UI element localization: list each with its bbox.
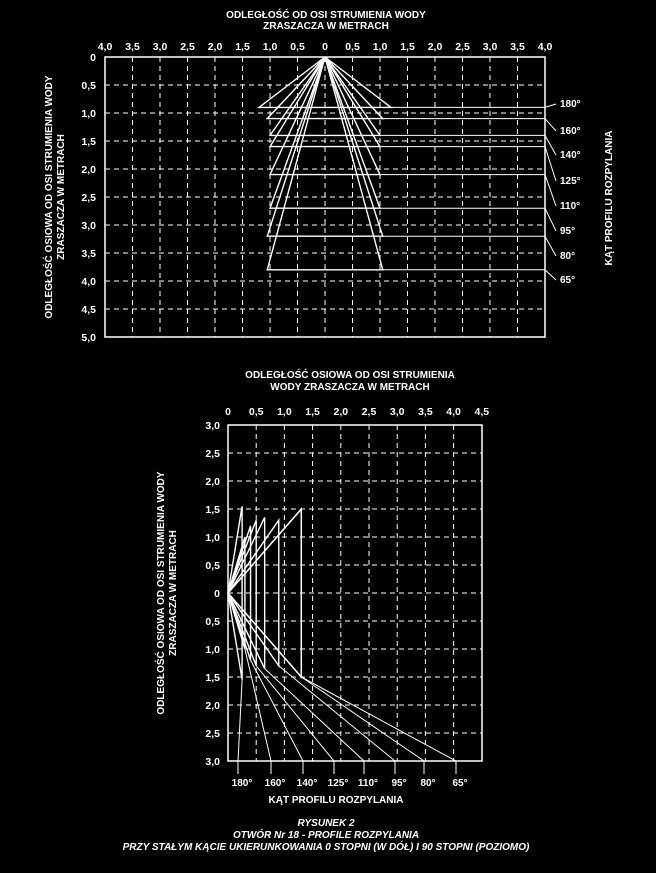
caption-line3: PRZY STAŁYM KĄCIE UKIERUNKOWANIA 0 STOPNI (W DÓŁ) I 90 STOPNI (POZIOMO) [122,842,530,853]
top-y-tick-labels [81,52,96,344]
bottom-x-angle-label: KĄT PROFILU ROZPYLANIA [268,795,404,806]
bottom-y-tick: 0 [214,588,220,600]
bottom-y-tick: 3,0 [205,756,220,768]
bottom-angle-label: 110° [357,778,379,789]
bottom-x-tick: 1,5 [305,406,320,418]
top-x-tick: 3,5 [510,41,525,53]
top-grid [105,57,545,337]
bottom-ylabel-line2: ZRASZACZA W METRACH [168,530,179,656]
bottom-title-line1: ODLEGŁOŚĆ OSIOWA OD OSI STRUMIENIA [245,370,455,381]
top-x-tick: 2,5 [455,41,470,53]
top-angle-label: 160° [560,126,581,137]
top-angle-label: 110° [560,201,581,212]
bottom-x-tick: 4,5 [474,406,490,418]
top-y-tick: 1,0 [81,108,96,120]
bottom-leader-line [279,666,395,774]
top-leader-line [380,135,556,155]
top-angle-label: 65° [560,275,576,286]
top-title-line1: ODLEGŁOŚĆ OD OSI STRUMIENIA WODY [226,10,426,21]
bottom-leader-line [256,666,334,774]
bottom-y-tick: 0,5 [205,560,220,572]
bottom-angle-labels [232,649,468,789]
top-x-tick: 3,0 [482,41,498,53]
bottom-y-tick: 2,5 [205,448,220,460]
top-y-tick: 2,0 [81,164,96,176]
top-y-tick: 0 [90,52,96,64]
top-x-tick: 1,5 [235,41,250,53]
bottom-leader-line [301,677,456,774]
bottom-angle-label: 95° [391,778,407,789]
top-x-tick: 2,0 [427,41,443,53]
top-x-tick: 1,0 [372,41,388,53]
top-y-tick: 4,5 [81,304,96,316]
bottom-angle-label: 65° [452,778,468,789]
top-leader-line [383,119,556,131]
top-y-tick: 1,5 [81,136,96,148]
bottom-x-tick: 2,5 [361,406,377,418]
top-x-tick: 2,0 [207,41,223,53]
bottom-angle-label: 125° [327,778,349,789]
top-angle-label: 140° [560,150,581,161]
bottom-y-tick: 3,0 [205,420,220,432]
top-angle-label: 180° [560,99,581,110]
top-angle-label: 80° [560,251,576,262]
bottom-x-tick-labels [225,406,489,418]
top-ylabel-line1: ODLEGŁOŚĆ OSIOWA OD OSI STRUMIENIA WODY [44,75,55,319]
top-y-tick: 3,0 [81,220,96,232]
top-x-tick: 4,0 [537,41,553,53]
top-x-tick: 4,0 [97,41,113,53]
bottom-angle-label: 180° [231,778,253,789]
bottom-x-tick: 1,0 [277,406,292,418]
bottom-x-tick: 4,0 [446,406,461,418]
top-x-tick: 3,5 [125,41,140,53]
bottom-x-tick: 3,0 [389,406,405,418]
top-leader-line [391,104,556,107]
top-y-tick: 4,0 [81,276,96,288]
bottom-x-tick: 0,5 [248,406,264,418]
top-x-tick: 0 [322,41,328,53]
top-y-tick: 0,5 [81,80,96,92]
bottom-x-tick: 0 [225,406,231,418]
bottom-y-tick: 2,0 [205,700,220,712]
top-x-tick: 3,0 [152,41,168,53]
bottom-x-tick: 2,0 [333,406,349,418]
top-angle-label: 95° [560,226,576,237]
bottom-y-tick: 1,0 [205,532,220,544]
bottom-y-tick: 0,5 [205,616,220,628]
top-right-label: KĄT PROFILU ROZPYLANIA [604,130,615,266]
bottom-leader-line [238,680,242,774]
bottom-y-tick: 1,0 [205,644,220,656]
top-leader-line [380,175,556,206]
top-spray-profile [259,57,391,107]
figure-caption [123,818,530,853]
top-x-tick-labels [98,41,553,53]
top-x-tick: 1,0 [262,41,278,53]
bottom-y-tick: 2,0 [205,476,220,488]
top-x-tick: 1,5 [400,41,415,53]
caption-line1: RYSUNEK 2 [297,818,355,829]
bottom-y-tick: 1,5 [205,504,220,516]
bottom-angle-label: 160° [264,778,286,789]
top-y-tick: 5,0 [81,332,96,344]
top-angle-label: 125° [560,176,581,187]
bottom-y-tick: 1,5 [205,672,220,684]
top-y-tick: 2,5 [81,192,96,204]
top-x-tick: 2,5 [180,41,195,53]
top-leader-line [383,270,556,280]
top-diagram [42,8,615,344]
top-x-tick: 0,5 [290,41,305,53]
caption-line2: OTWÓR Nr 18 - PROFILE ROZPYLANIA [232,830,420,841]
bottom-title-line2: WODY ZRASZACZA W METRACH [270,382,430,393]
top-title-line2: ZRASZACZA W METRACH [263,21,389,32]
bottom-angle-label: 140° [296,778,318,789]
top-leader-line [380,147,556,181]
bottom-diagram [154,368,489,806]
bottom-y-tick-labels [205,420,220,768]
bottom-angle-label: 80° [420,778,436,789]
top-leader-line [380,208,556,231]
bottom-x-tick: 3,5 [418,406,433,418]
top-ylabel-line2: ZRASZACZA W METRACH [56,134,67,260]
bottom-ylabel-line1: ODLEGŁOŚĆ OSIOWA OD OSI STRUMIENIA WODY [156,471,167,715]
top-angle-labels [380,99,581,286]
bottom-grid [228,425,482,761]
top-x-tick: 0,5 [345,41,360,53]
bottom-y-tick: 2,5 [205,728,220,740]
top-y-tick: 3,5 [81,248,96,260]
